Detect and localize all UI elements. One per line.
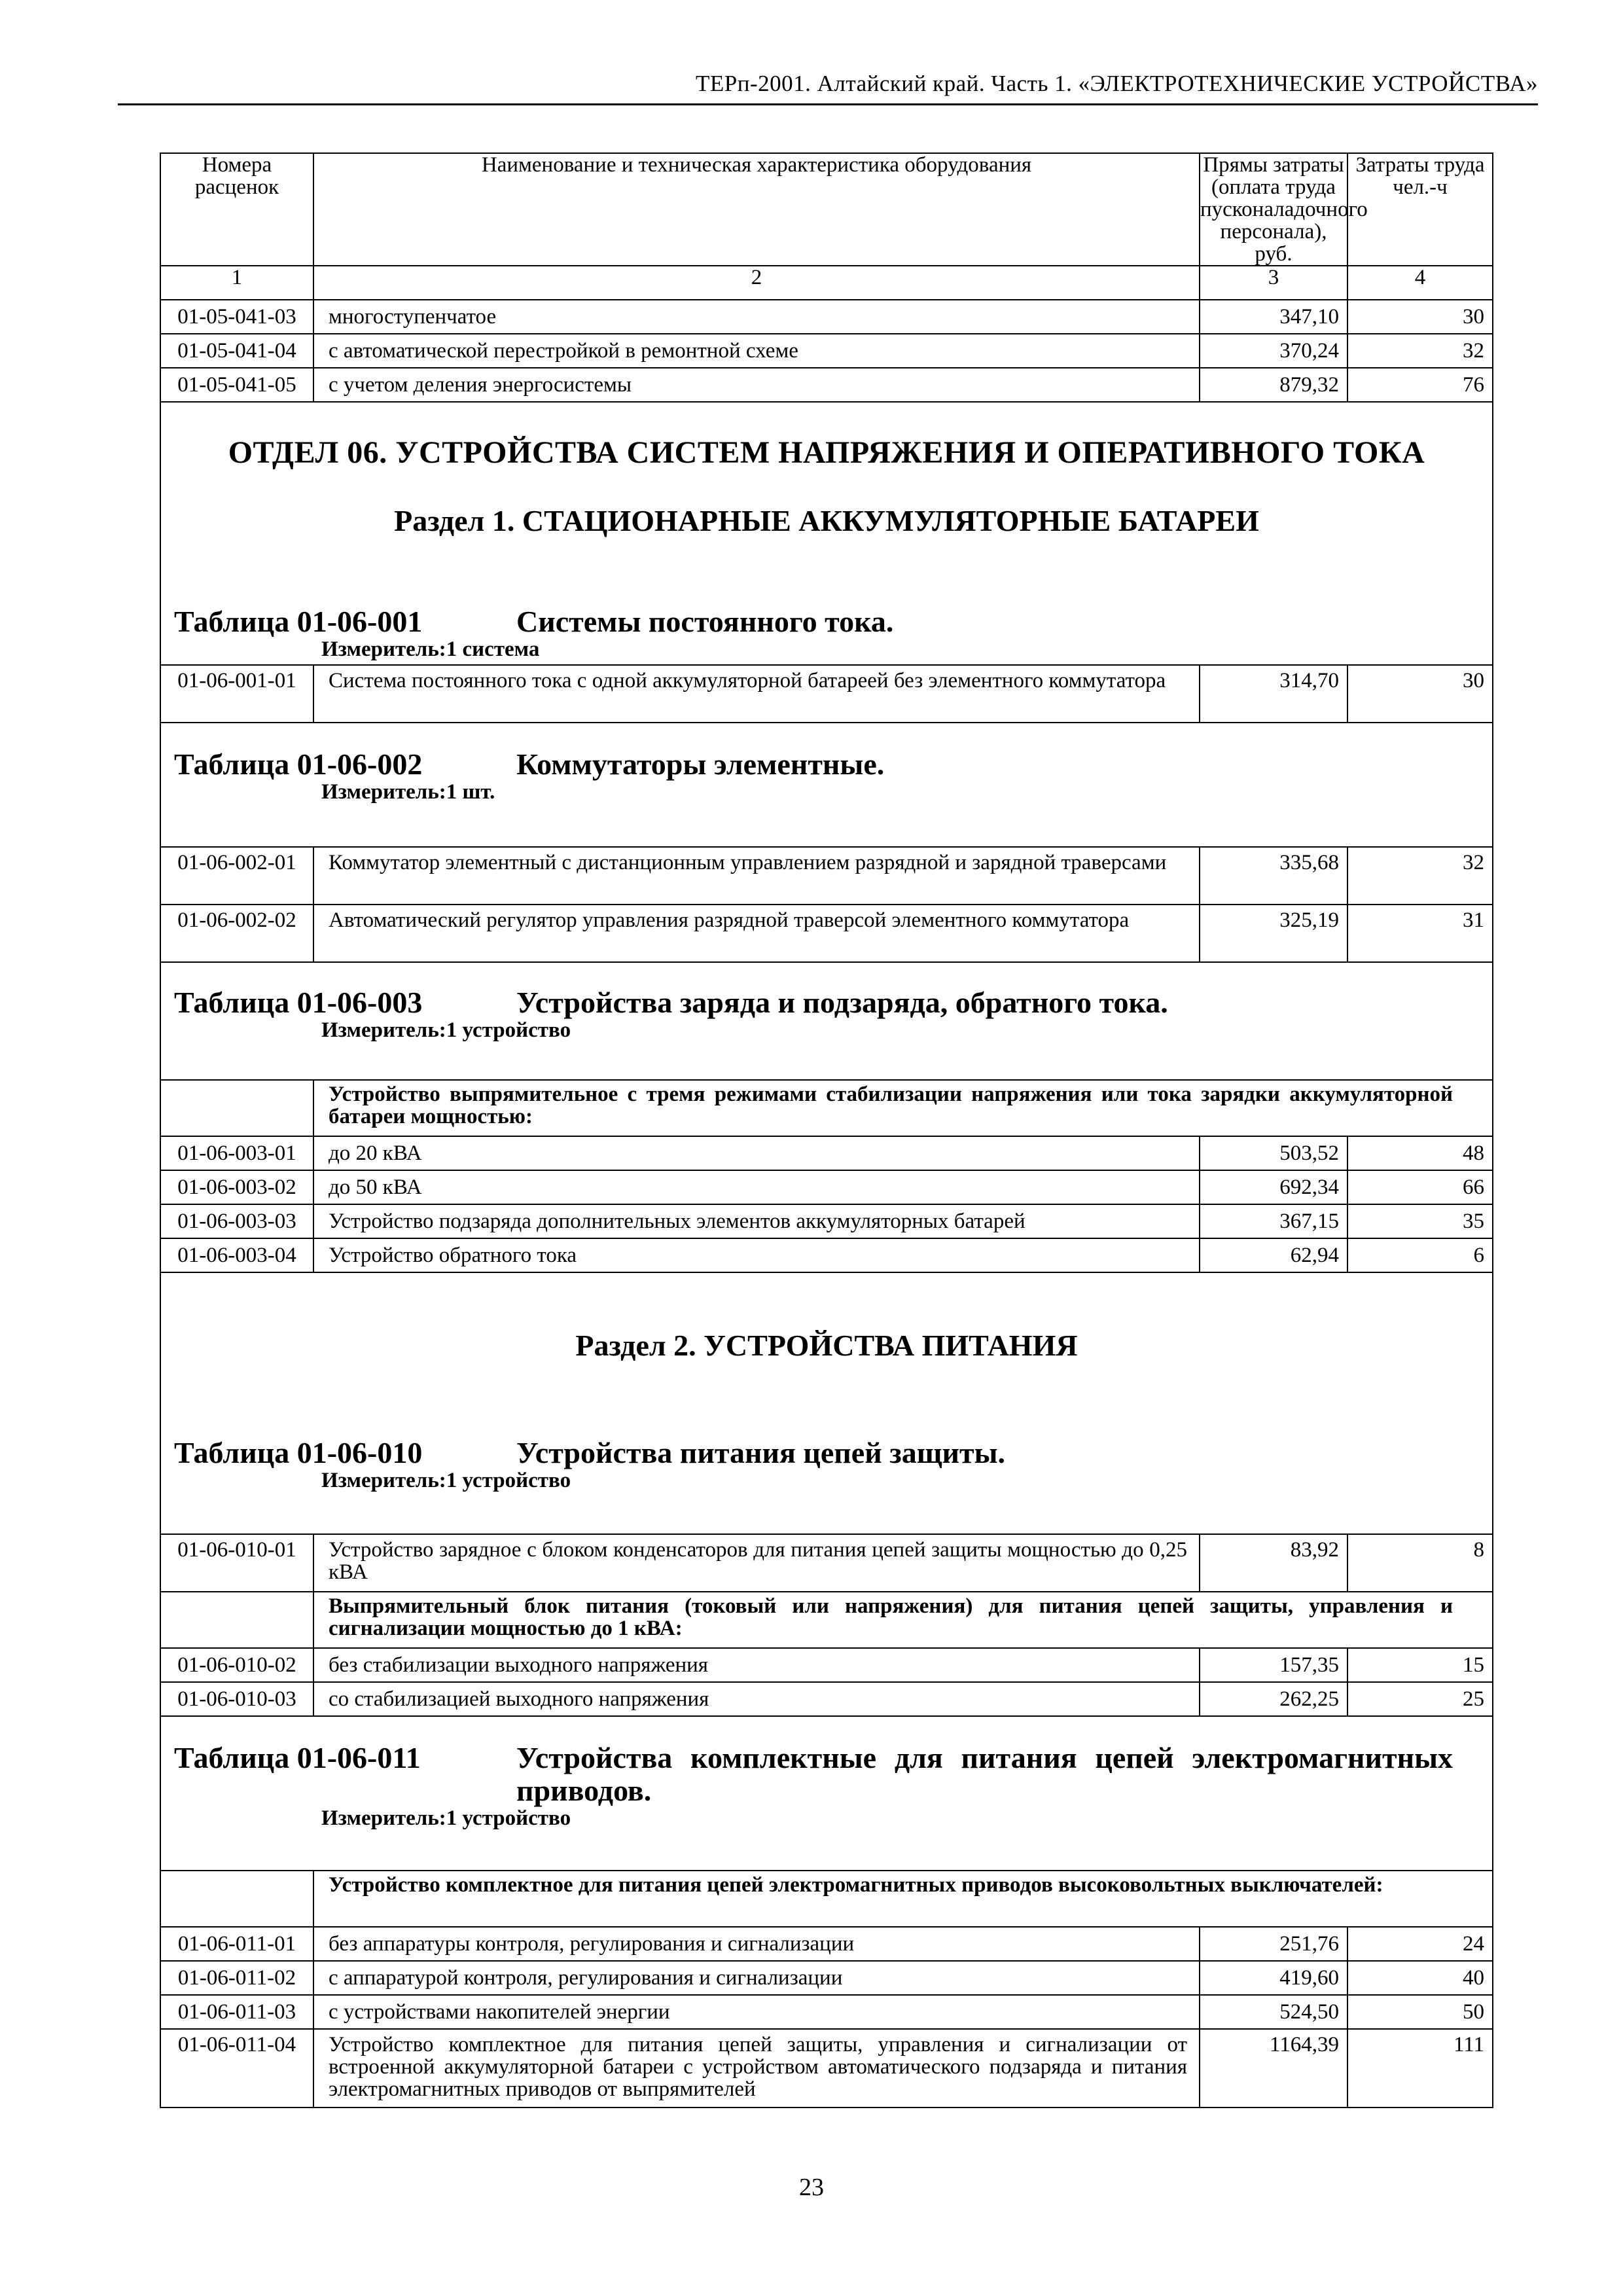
rate-code: 01-06-003-01 xyxy=(160,1136,313,1170)
section-title: Раздел 1. СТАЦИОНАРНЫЕ АККУМУЛЯТОРНЫЕ БАТАРЕИ xyxy=(394,504,1259,537)
rate-cost: 62,94 xyxy=(1200,1238,1347,1272)
rate-cost: 83,92 xyxy=(1200,1534,1347,1592)
group-row xyxy=(160,1592,1493,1648)
price-table xyxy=(160,152,1493,2108)
table-row xyxy=(160,847,1493,905)
table-row xyxy=(160,1961,1493,1995)
rate-labor: 48 xyxy=(1347,1136,1493,1170)
table-name: Системы постоянного тока. xyxy=(516,605,894,638)
table-number: Таблица 01-06-002 xyxy=(174,747,423,781)
rate-labor: 31 xyxy=(1347,905,1493,962)
table-row xyxy=(160,300,1493,334)
rate-name: с аппаратурой контроля, регулирования и сигнализации xyxy=(313,1961,1200,1995)
rate-cost: 879,32 xyxy=(1200,368,1347,402)
table-title-011 xyxy=(161,1742,1492,1807)
measure-unit: Измеритель:1 система xyxy=(321,637,540,661)
rate-code: 01-05-041-04 xyxy=(160,334,313,368)
rate-labor: 30 xyxy=(1347,665,1493,723)
price-table-frame xyxy=(160,152,1492,2108)
rate-cost: 157,35 xyxy=(1200,1648,1347,1682)
rate-code: 01-06-010-01 xyxy=(160,1534,313,1592)
table-name: Устройства питания цепей защиты. xyxy=(516,1436,1006,1469)
rate-cost: 524,50 xyxy=(1200,1995,1347,2029)
rate-name: со стабилизацией выходного напряжения xyxy=(313,1682,1200,1716)
table-number: Таблица 01-06-003 xyxy=(174,986,423,1019)
rate-code: 01-05-041-03 xyxy=(160,300,313,334)
rate-code: 01-06-003-03 xyxy=(160,1204,313,1238)
rate-cost: 251,76 xyxy=(1200,1927,1347,1961)
table-row xyxy=(160,1238,1493,1272)
table-number: Таблица 01-06-010 xyxy=(174,1436,423,1469)
group-description-cell xyxy=(313,1592,1493,1648)
table-name: Коммутаторы элементные. xyxy=(516,747,885,781)
rate-cost: 262,25 xyxy=(1200,1682,1347,1716)
group-code-cell xyxy=(160,1871,313,1927)
rate-name: Устройство обратного тока xyxy=(313,1238,1200,1272)
rate-name: без стабилизации выходного напряжения xyxy=(313,1648,1200,1682)
column-number-row xyxy=(160,266,1493,300)
measure-unit: Измеритель:1 шт. xyxy=(321,780,495,804)
rate-name: до 20 кВА xyxy=(313,1136,1200,1170)
table-name: Устройства заряда и подзаряда, обратного тока. xyxy=(516,986,1168,1019)
rate-labor: 32 xyxy=(1347,334,1493,368)
rate-code: 01-06-003-02 xyxy=(160,1170,313,1204)
table-row xyxy=(160,1995,1493,2029)
rate-cost: 335,68 xyxy=(1200,847,1347,905)
rate-code: 01-05-041-05 xyxy=(160,368,313,402)
measure-unit: Измеритель:1 устройство xyxy=(321,1806,571,1830)
rate-cost: 370,24 xyxy=(1200,334,1347,368)
rate-name: с устройствами накопителей энергии xyxy=(313,1995,1200,2029)
table-heading-block xyxy=(160,1716,1493,1871)
rate-name: до 50 кВА xyxy=(313,1170,1200,1204)
rate-code: 01-06-002-02 xyxy=(160,905,313,962)
group-description: Выпрямительный блок питания (токовый или напряжения) для питания цепей защиты, управления и сигнализации мощностью до 1 кВА: xyxy=(329,1594,1453,1640)
group-description-cell xyxy=(313,1871,1493,1927)
rate-name: Устройство зарядное с блоком конденсаторов для питания цепей защиты мощностью до 0,25 кВА xyxy=(313,1534,1200,1592)
table-title-010 xyxy=(161,1437,1492,1469)
rate-cost: 419,60 xyxy=(1200,1961,1347,1995)
group-description: Устройство выпрямительное с тремя режимами стабилизации напряжения или тока зарядки аккумуляторной батареи мощностью: xyxy=(329,1083,1453,1128)
rate-labor: 35 xyxy=(1347,1204,1493,1238)
rate-labor: 50 xyxy=(1347,1995,1493,2029)
table-row xyxy=(160,1204,1493,1238)
rate-cost: 1164,39 xyxy=(1200,2029,1347,2108)
column-number: 3 xyxy=(1200,266,1347,300)
rate-name: Коммутатор элементный с дистанционным управлением разрядной и зарядной траверсами xyxy=(313,847,1200,905)
rate-labor: 8 xyxy=(1347,1534,1493,1592)
measure-unit: Измеритель:1 устройство xyxy=(321,1018,571,1042)
group-row xyxy=(160,1871,1493,1927)
table-row xyxy=(160,1534,1493,1592)
rate-cost: 314,70 xyxy=(1200,665,1347,723)
group-code-cell xyxy=(160,1592,313,1648)
column-number: 4 xyxy=(1347,266,1493,300)
table-row xyxy=(160,665,1493,723)
rate-labor: 6 xyxy=(1347,1238,1493,1272)
rate-cost: 347,10 xyxy=(1200,300,1347,334)
group-row xyxy=(160,1080,1493,1136)
column-number: 1 xyxy=(160,266,313,300)
table-title-001 xyxy=(161,605,1492,638)
header-codes: Номера расценок xyxy=(160,153,313,266)
rate-name: с учетом деления энергосистемы xyxy=(313,368,1200,402)
rate-labor: 40 xyxy=(1347,1961,1493,1995)
rate-name: Система постоянного тока с одной аккумуляторной батареей без элементного коммутатора xyxy=(313,665,1200,723)
rate-cost: 367,15 xyxy=(1200,1204,1347,1238)
rate-name: Устройство подзаряда дополнительных элементов аккумуляторных батарей xyxy=(313,1204,1200,1238)
rate-code: 01-06-011-04 xyxy=(160,2029,313,2108)
rate-code: 01-06-003-04 xyxy=(160,1238,313,1272)
rate-labor: 66 xyxy=(1347,1170,1493,1204)
header-rule xyxy=(118,103,1538,105)
rate-name: с автоматической перестройкой в ремонтной схеме xyxy=(313,334,1200,368)
table-row xyxy=(160,1170,1493,1204)
rate-code: 01-06-002-01 xyxy=(160,847,313,905)
rate-labor: 24 xyxy=(1347,1927,1493,1961)
rate-labor: 15 xyxy=(1347,1648,1493,1682)
rate-code: 01-06-011-01 xyxy=(160,1927,313,1961)
rate-code: 01-06-001-01 xyxy=(160,665,313,723)
group-code-cell xyxy=(160,1080,313,1136)
table-row xyxy=(160,2029,1493,2108)
table-title-003 xyxy=(161,986,1492,1019)
table-row xyxy=(160,1648,1493,1682)
table-name: Устройства комплектные для питания цепей электромагнитных приводов. xyxy=(516,1741,1453,1807)
table-heading-block xyxy=(160,962,1493,1080)
table-row xyxy=(160,1927,1493,1961)
rate-labor: 32 xyxy=(1347,847,1493,905)
table-row xyxy=(160,1682,1493,1716)
page-number: 23 xyxy=(799,2174,824,2201)
header-labor: Затраты труда чел.-ч xyxy=(1347,153,1493,266)
header-name: Наименование и техническая характеристика оборудования xyxy=(313,153,1200,266)
section-block xyxy=(160,1272,1493,1534)
table-row xyxy=(160,368,1493,402)
measure-unit: Измеритель:1 устройство xyxy=(321,1469,571,1492)
rate-labor: 111 xyxy=(1347,2029,1493,2108)
rate-code: 01-06-010-02 xyxy=(160,1648,313,1682)
rate-code: 01-06-010-03 xyxy=(160,1682,313,1716)
rate-labor: 76 xyxy=(1347,368,1493,402)
table-row xyxy=(160,334,1493,368)
rate-name: многоступенчатое xyxy=(313,300,1200,334)
rate-labor: 25 xyxy=(1347,1682,1493,1716)
table-header-row xyxy=(160,153,1493,266)
rate-code: 01-06-011-02 xyxy=(160,1961,313,1995)
table-title-002 xyxy=(161,748,1492,781)
rate-cost: 325,19 xyxy=(1200,905,1347,962)
rate-cost: 692,34 xyxy=(1200,1170,1347,1204)
group-description: Устройство комплектное для питания цепей электромагнитных приводов высоковольтных выключателей: xyxy=(329,1873,1383,1897)
department-title: ОТДЕЛ 06. УСТРОЙСТВА СИСТЕМ НАПРЯЖЕНИЯ И ОПЕРАТИВНОГО ТОКА xyxy=(228,435,1425,470)
section-title: Раздел 2. УСТРОЙСТВА ПИТАНИЯ xyxy=(575,1329,1078,1362)
rate-name: Автоматический регулятор управления разрядной траверсой элементного коммутатора xyxy=(313,905,1200,962)
rate-name: без аппаратуры контроля, регулирования и сигнализации xyxy=(313,1927,1200,1961)
table-number: Таблица 01-06-001 xyxy=(174,605,423,638)
table-row xyxy=(160,905,1493,962)
header-cost: Прямы затраты (оплата труда пусконаладочного персонала), руб. xyxy=(1200,153,1368,266)
table-number: Таблица 01-06-011 xyxy=(174,1741,421,1774)
running-head: ТЕРп-2001. Алтайский край. Часть 1. «ЭЛЕКТРОТЕХНИЧЕСКИЕ УСТРОЙСТВА» xyxy=(696,71,1538,96)
table-heading-block xyxy=(160,723,1493,847)
rate-cost: 503,52 xyxy=(1200,1136,1347,1170)
rate-code: 01-06-011-03 xyxy=(160,1995,313,2029)
rate-labor: 30 xyxy=(1347,300,1493,334)
table-row xyxy=(160,1136,1493,1170)
rate-name: Устройство комплектное для питания цепей защиты, управления и сигнализации от встроенной аккумуляторной батареи с устройством автоматического подзаряда и питания электромагнитных приводов от выпрямителей xyxy=(313,2029,1200,2108)
department-block xyxy=(160,402,1493,665)
column-number: 2 xyxy=(313,266,1200,300)
group-description-cell xyxy=(313,1080,1493,1136)
